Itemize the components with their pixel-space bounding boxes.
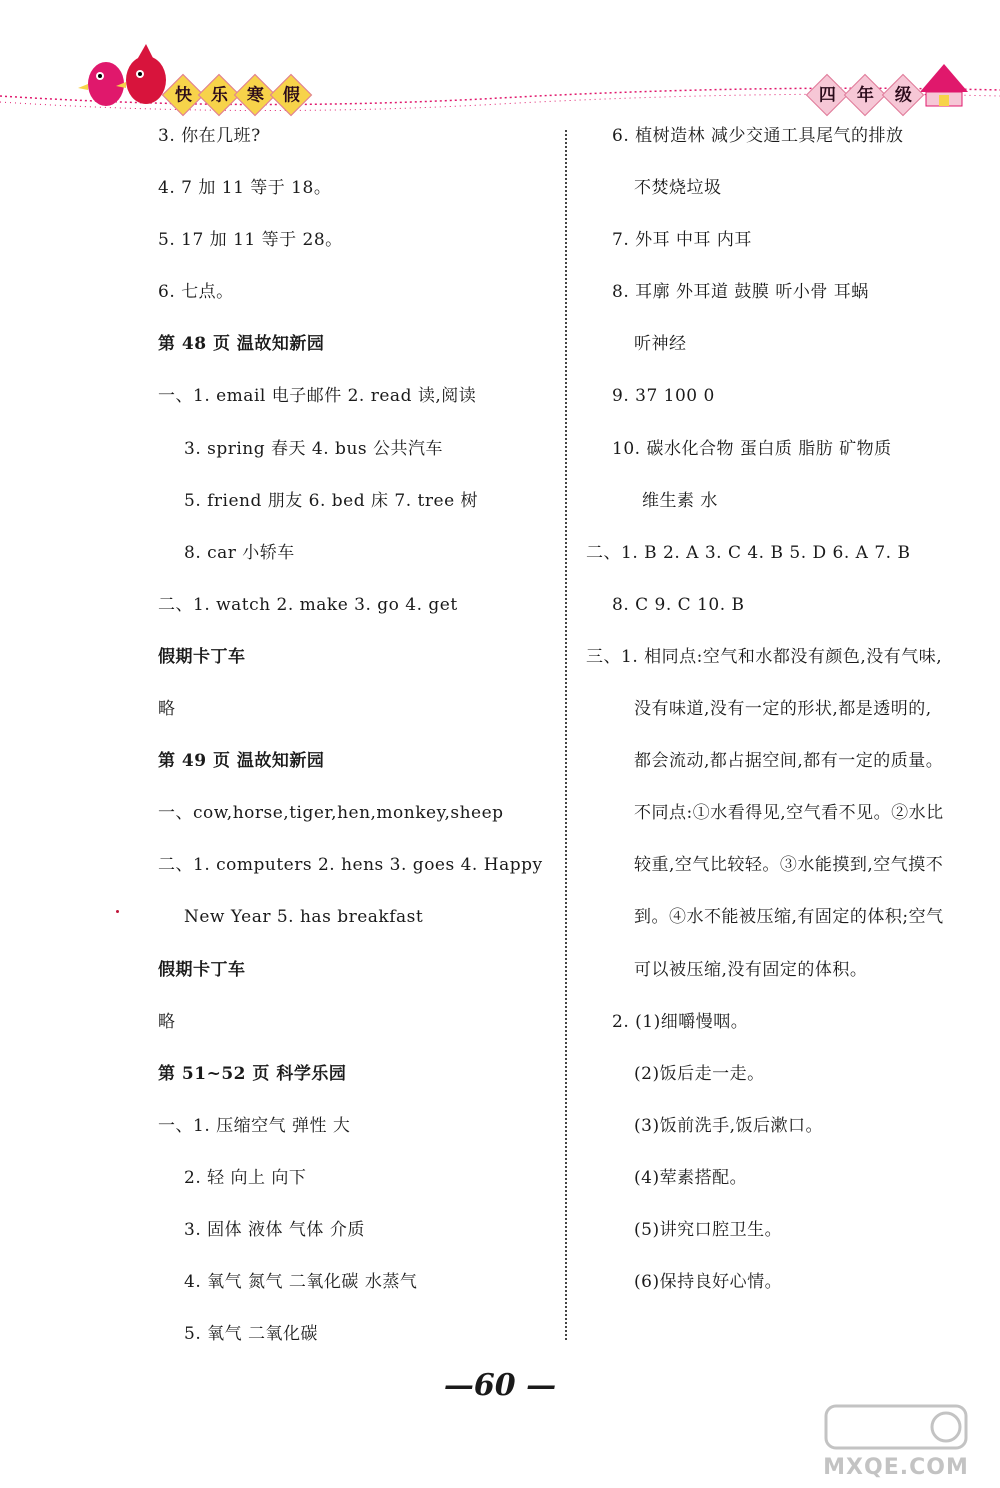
- grade-char: 年: [844, 74, 886, 116]
- answer-line: 3. 固体 液体 气体 介质: [184, 1219, 365, 1240]
- answer-column-right: [586, 110, 992, 1308]
- grade-char: 级: [882, 74, 924, 116]
- answer-line: 维生素 水: [642, 490, 718, 511]
- answer-line: 10. 碳水化合物 蛋白质 脂肪 矿物质: [612, 438, 892, 459]
- section-heading: 第 49 页 温故知新园: [158, 751, 325, 772]
- answer-line: 较重,空气比较轻。③水能摸到,空气摸不: [634, 855, 944, 876]
- answer-line: 8. car 小轿车: [184, 542, 295, 563]
- answer-column-left: [158, 110, 558, 1360]
- answer-line: 3. 你在几班?: [158, 126, 261, 146]
- answer-line: 三、1. 相同点:空气和水都没有颜色,没有气味,: [586, 646, 943, 667]
- answer-line: 到。④水不能被压缩,有固定的体积;空气: [634, 907, 944, 928]
- answer-line: 不同点:①水看得见,空气看不见。②水比: [634, 803, 944, 824]
- answer-line: 7. 外耳 中耳 内耳: [612, 230, 752, 251]
- page-number: —60 —: [443, 1368, 557, 1403]
- answer-line: 一、1. 压缩空气 弹性 大: [158, 1115, 351, 1136]
- answer-line: (6)保持良好心情。: [634, 1272, 783, 1293]
- section-heading: 第 48 页 温故知新园: [158, 334, 325, 355]
- header-title-char: 乐: [198, 74, 240, 116]
- answer-line: 一、cow,horse,tiger,hen,monkey,sheep: [158, 803, 504, 824]
- section-heading: 假期卡丁车: [158, 959, 246, 980]
- answer-line: 没有味道,没有一定的形状,都是透明的,: [634, 699, 932, 720]
- watermark-logo-icon: [806, 1400, 986, 1452]
- answer-line: 都会流动,都占据空间,都有一定的质量。: [634, 751, 944, 772]
- answer-line: New Year 5. has breakfast: [184, 907, 424, 928]
- answer-line: (2)饭后走一走。: [634, 1063, 765, 1084]
- answer-line: 9. 37 100 0: [612, 386, 715, 407]
- answer-line: 5. 17 加 11 等于 28。: [158, 230, 343, 251]
- answer-line: 略: [158, 1011, 176, 1032]
- answer-line: 一、1. email 电子邮件 2. read 读,阅读: [158, 386, 477, 407]
- answer-line: 二、1. watch 2. make 3. go 4. get: [158, 594, 458, 615]
- answer-line: 略: [158, 699, 176, 720]
- answer-line: 4. 7 加 11 等于 18。: [158, 178, 332, 199]
- header-title-char: 假: [270, 74, 312, 116]
- answer-line: 3. spring 春天 4. bus 公共汽车: [184, 438, 444, 459]
- answer-line: 二、1. B 2. A 3. C 4. B 5. D 6. A 7. B: [586, 542, 911, 563]
- grade-label: [812, 80, 918, 110]
- answer-line: 2. 轻 向上 向下: [184, 1167, 307, 1188]
- answer-line: 6. 七点。: [158, 282, 234, 303]
- answer-line: (5)讲究口腔卫生。: [634, 1219, 783, 1240]
- answer-line: 不焚烧垃圾: [634, 178, 722, 199]
- answer-line: 8. C 9. C 10. B: [612, 594, 745, 615]
- watermark: [806, 1400, 986, 1480]
- header-title-char: 寒: [234, 74, 276, 116]
- answer-line: 8. 耳廓 外耳道 鼓膜 听小骨 耳蜗: [612, 282, 869, 303]
- grade-char: 四: [806, 74, 848, 116]
- answer-line: (3)饭前洗手,饭后漱口。: [634, 1115, 823, 1136]
- answer-line: 5. friend 朋友 6. bed 床 7. tree 树: [184, 490, 479, 511]
- answer-line: (4)荤素搭配。: [634, 1167, 748, 1188]
- header-title-char: 快: [162, 74, 204, 116]
- answer-line: 4. 氧气 氮气 二氧化碳 水蒸气: [184, 1272, 418, 1293]
- answer-line: 6. 植树造林 减少交通工具尾气的排放: [612, 126, 904, 146]
- house-icon: [920, 64, 968, 106]
- column-divider: [565, 130, 567, 1340]
- section-heading: 第 51~52 页 科学乐园: [158, 1063, 347, 1084]
- answer-line: 听神经: [634, 334, 687, 355]
- page-header: [0, 0, 1000, 120]
- watermark-text: MXQE.COM: [823, 1455, 969, 1480]
- bird-left-icon: [78, 62, 124, 106]
- answer-line: 可以被压缩,没有固定的体积。: [634, 959, 868, 980]
- section-heading: 假期卡丁车: [158, 646, 246, 667]
- answer-line: 2. (1)细嚼慢咽。: [612, 1011, 749, 1032]
- answer-line: 二、1. computers 2. hens 3. goes 4. Happy: [158, 855, 543, 876]
- bird-right-icon: [116, 44, 166, 104]
- answer-line: 5. 氧气 二氧化碳: [184, 1324, 319, 1345]
- ink-dot: [116, 910, 119, 913]
- header-title: [168, 80, 306, 110]
